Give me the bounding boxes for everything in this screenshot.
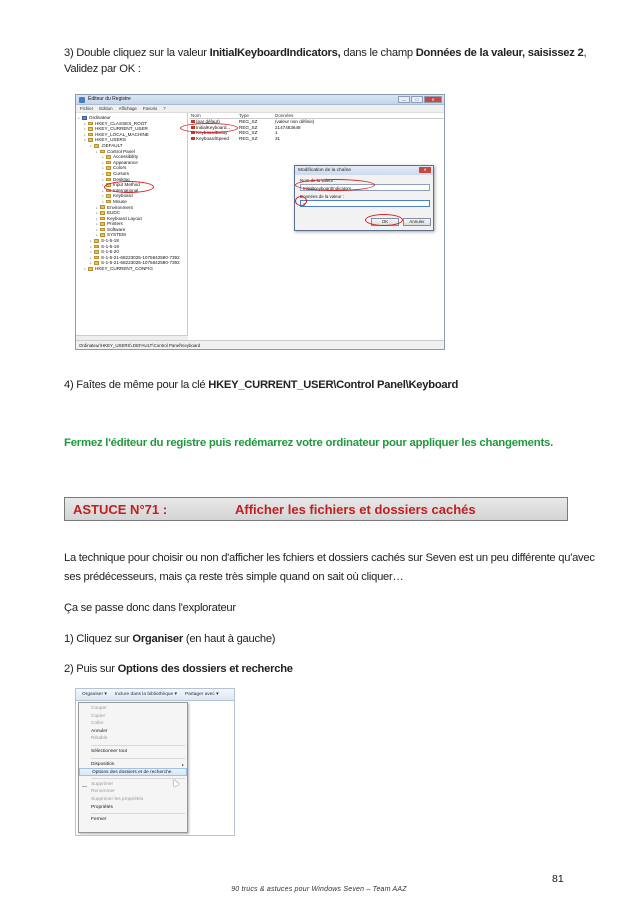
- expand-toggle-icon[interactable]: ▹: [96, 211, 98, 216]
- tree-item-label: S-1-5-21-68223025-1075842580-7392: [101, 254, 180, 260]
- folder-icon: [106, 194, 111, 198]
- expand-toggle-icon[interactable]: ▹: [84, 127, 86, 132]
- tree-item-label: International: [113, 187, 139, 193]
- menu-separator: [91, 813, 185, 814]
- step1-paragraph: [64, 631, 275, 647]
- menu-item[interactable]: [79, 804, 187, 812]
- value-data-cell: (valeur non définie): [275, 119, 315, 124]
- tree-item-label: Appearance: [113, 159, 138, 165]
- folder-icon: [100, 150, 105, 154]
- tree-item-label: Environment: [107, 204, 133, 210]
- folder-icon: [106, 178, 111, 182]
- menu-item-icon: [82, 798, 87, 802]
- menu-item-icon: [82, 737, 87, 741]
- value-name-cell: [191, 136, 239, 142]
- cancel-button[interactable]: Annuler: [403, 218, 431, 226]
- expand-toggle-icon[interactable]: ▹: [102, 194, 104, 199]
- menu-item-label: Disposition: [91, 761, 115, 767]
- tree-item-label: Input Method: [113, 182, 140, 188]
- menu-item[interactable]: [79, 720, 187, 728]
- registry-menubar: [76, 105, 444, 113]
- tree-item-label: Accessibility: [113, 154, 139, 160]
- intro-line2: ses prédécesseurs, mais ça reste très simple quand on sait où cliquer…: [64, 571, 404, 583]
- expand-toggle-icon[interactable]: ▹: [96, 222, 98, 227]
- column-header-name[interactable]: Nom: [191, 113, 201, 118]
- value-name-field[interactable]: InitialKeyboardIndicators: [300, 184, 430, 191]
- regedit-app-icon: [79, 97, 85, 103]
- value-data-cell: 31: [275, 135, 281, 141]
- step3-field-name: Données de la valeur, saisissez 2: [415, 47, 584, 59]
- ok-button[interactable]: OK: [371, 218, 399, 226]
- expand-toggle-icon[interactable]: ▹: [102, 177, 104, 182]
- menu-item[interactable]: [79, 705, 187, 713]
- intro-line1: La technique pour choisir ou non d'afficher les fchiers et dossiers cachés sur Seven est un peu différente qu'avec: [64, 552, 595, 564]
- menu-item-label: Copier: [91, 713, 106, 719]
- menu-item-label: Fermer: [91, 817, 107, 823]
- registry-statusbar: Ordinateur\HKEY_USERS\.DEFAULT\Control Panel\Keyboard: [76, 340, 444, 349]
- expand-toggle-icon[interactable]: ▹: [102, 188, 104, 193]
- tree-item-label: S-1-5-18: [101, 238, 119, 244]
- expand-toggle-icon[interactable]: ▹: [96, 216, 98, 221]
- registry-titlebar: [76, 95, 444, 105]
- folder-icon: [88, 122, 93, 126]
- expand-toggle-icon[interactable]: ▹: [84, 267, 86, 272]
- tree-item-label: HKEY_USERS: [95, 137, 126, 143]
- table-row[interactable]: [189, 136, 444, 142]
- tree-item-label: Desktop: [113, 176, 130, 182]
- expand-toggle-icon[interactable]: ▹: [78, 116, 80, 120]
- tree-item-label: Cursors: [113, 170, 130, 176]
- menu-help[interactable]: ?: [163, 105, 166, 111]
- computer-icon: [82, 116, 87, 120]
- expand-toggle-icon[interactable]: ▹: [96, 233, 98, 238]
- value-type-cell: REG_SZ: [239, 119, 258, 124]
- folder-icon: [106, 189, 111, 193]
- step3-text: 3) Double cliquez sur la valeur: [64, 47, 210, 59]
- value-data-label: Données de la valeur :: [300, 194, 344, 199]
- expand-toggle-icon[interactable]: ▹: [102, 166, 104, 171]
- expand-toggle-icon[interactable]: ▹: [90, 255, 92, 260]
- value-name-text: InitialKeyboard...: [196, 124, 231, 130]
- tree-item-label: Ordinateur: [89, 115, 111, 120]
- menu-item-label: Coller: [91, 721, 104, 727]
- folder-icon: [94, 245, 99, 249]
- menu-item-label: Options des dossiers et de recherche: [92, 770, 172, 776]
- tree-item[interactable]: [78, 266, 187, 272]
- value-data-cell: 2147483648: [275, 124, 301, 130]
- menu-item-icon: [82, 783, 87, 787]
- menu-affichage[interactable]: Affichage: [118, 105, 137, 111]
- menu-item-icon: [82, 790, 87, 794]
- expand-toggle-icon[interactable]: ▹: [90, 143, 92, 148]
- minimize-button[interactable]: —: [398, 96, 410, 103]
- step4-text: 4) Faîtes de même pour la clé: [64, 379, 209, 391]
- menu-separator: [91, 745, 185, 746]
- menu-item-label: Couper: [91, 706, 107, 711]
- value-data-field[interactable]: 2: [300, 200, 430, 207]
- close-button[interactable]: ✕: [424, 96, 442, 103]
- step3-text-post: ,: [583, 47, 587, 59]
- value-type-cell: REG_SZ: [239, 130, 258, 136]
- tree-item-label: HKEY_CURRENT_CONFIG: [95, 266, 153, 272]
- value-name-text: (par défaut): [196, 119, 220, 124]
- registry-window-title: Éditeur du Registre: [88, 96, 131, 102]
- expand-toggle-icon[interactable]: ▹: [96, 227, 98, 232]
- step1-text: 1) Cliquez sur: [64, 633, 133, 645]
- registry-tree[interactable]: [76, 113, 188, 340]
- value-name-label: Nom de la valeur :: [300, 178, 336, 183]
- menu-item[interactable]: [79, 816, 187, 824]
- folder-icon: [106, 155, 111, 159]
- menu-item-label: Propriétés: [91, 804, 113, 810]
- expand-toggle-icon[interactable]: ▹: [102, 199, 104, 204]
- folder-icon: [94, 239, 99, 243]
- menu-item[interactable]: [79, 788, 187, 796]
- menu-item-icon: [82, 707, 87, 711]
- tree-item-label: Control Panel: [107, 148, 135, 154]
- folder-icon: [100, 217, 105, 221]
- step3-value-name: InitialKeyboardIndicators,: [209, 47, 341, 59]
- edit-string-dialog: [294, 165, 434, 231]
- folder-icon: [106, 166, 111, 170]
- dialog-title: Modification de la chaîne: [298, 168, 352, 173]
- string-value-icon: [191, 120, 195, 123]
- menu-favoris[interactable]: Favoris: [142, 105, 158, 111]
- intro-paragraph: [64, 549, 595, 587]
- expand-toggle-icon[interactable]: ▹: [90, 244, 92, 249]
- expand-toggle-icon[interactable]: ▹: [96, 205, 98, 210]
- folder-icon: [106, 172, 111, 176]
- step2-paragraph: [64, 661, 293, 677]
- submenu-arrow-icon: ▸: [181, 761, 184, 767]
- step3-text-mid: dans le champ: [340, 47, 416, 59]
- step3-line2: Validez par OK :: [64, 63, 141, 75]
- tree-item-label: .DEFAULT: [101, 142, 123, 148]
- folder-icon: [88, 267, 93, 271]
- column-header-data[interactable]: Données: [275, 113, 294, 118]
- folder-icon: [88, 138, 93, 142]
- organizer-screenshot: [75, 688, 235, 836]
- folder-icon: [100, 228, 105, 232]
- value-type-cell: REG_SZ: [239, 124, 258, 130]
- expand-toggle-icon[interactable]: ▹: [102, 183, 104, 188]
- expand-toggle-icon[interactable]: ▹: [102, 171, 104, 176]
- menu-item-label: Sélectionner tout: [91, 748, 128, 754]
- menu-item-label: Renommer: [91, 789, 115, 795]
- expand-toggle-icon[interactable]: ▹: [84, 132, 86, 137]
- menu-item-label: Supprimer les propriétés: [91, 796, 144, 802]
- folder-icon: [100, 205, 105, 209]
- tip-number: ASTUCE N°71 :: [73, 502, 168, 517]
- tree-item-label: Mouse: [113, 198, 127, 204]
- step1-post: (en haut à gauche): [182, 633, 276, 645]
- menu-item-icon: [82, 750, 87, 754]
- folder-icon: [100, 233, 105, 237]
- menu-item-icon: [82, 730, 87, 734]
- expand-toggle-icon[interactable]: ▹: [102, 155, 104, 160]
- folder-icon: [88, 133, 93, 137]
- registry-editor-screenshot: [75, 94, 445, 350]
- menu-separator: [91, 778, 185, 779]
- menu-item[interactable]: [79, 735, 187, 743]
- organiser-dropdown-menu: [78, 702, 188, 833]
- tree-item-label: S-1-5-20: [101, 249, 119, 255]
- folder-icon: [94, 144, 99, 148]
- column-header-type[interactable]: Type: [239, 113, 249, 118]
- closing-note: Fermez l'éditeur du registre puis redémarrez votre ordinateur pour appliquer les changements.: [64, 437, 554, 449]
- value-name-text: KeyboardDelay: [196, 130, 228, 136]
- expand-toggle-icon[interactable]: ▹: [84, 138, 86, 143]
- tree-item-label: HKEY_CLASSES_ROOT: [95, 120, 148, 126]
- share-with-button[interactable]: Partager avec ▾: [184, 691, 219, 697]
- menu-item-icon: [82, 715, 87, 719]
- folder-icon: [100, 222, 105, 226]
- tip-banner: [64, 497, 568, 521]
- menu-item-icon: [83, 771, 88, 775]
- tree-item-label: Keyboard: [113, 193, 133, 199]
- folder-icon: [106, 161, 111, 165]
- menu-item-label: Rétablir: [91, 736, 108, 742]
- step4-key: HKEY_CURRENT_USER\Control Panel\Keyboard: [208, 379, 459, 391]
- expand-toggle-icon[interactable]: ▹: [96, 149, 98, 154]
- tree-item-label: Software: [107, 226, 126, 232]
- menu-separator: [91, 758, 185, 759]
- dialog-titlebar: [295, 166, 433, 175]
- dialog-close-icon[interactable]: ✕: [419, 167, 431, 173]
- expand-toggle-icon[interactable]: ▹: [90, 261, 92, 266]
- expand-toggle-icon[interactable]: ▹: [102, 160, 104, 165]
- folder-icon: [88, 127, 93, 131]
- menu-item-icon: [82, 818, 87, 822]
- tree-item-label: S-1-5-21-68223025-1075842580-7392: [101, 260, 180, 266]
- page-number: 81: [552, 873, 564, 885]
- step2-target: Options des dossiers et recherche: [117, 663, 293, 675]
- menu-item-label: Annuler: [91, 728, 108, 734]
- tree-item-label: HKEY_LOCAL_MACHINE: [95, 131, 149, 137]
- step1-target: Organiser: [132, 633, 183, 645]
- value-name-text: KeyboardSpeed: [196, 135, 229, 141]
- value-type-cell: REG_SZ: [239, 135, 258, 141]
- menu-item-icon: [82, 722, 87, 726]
- window-controls: [398, 96, 442, 103]
- tree-item-label: SYSTEM: [107, 232, 126, 238]
- step3-paragraph: [64, 45, 586, 77]
- menu-item[interactable]: [79, 728, 187, 736]
- folder-icon: [94, 250, 99, 254]
- value-data-cell: 1: [275, 130, 278, 136]
- menu-item[interactable]: [79, 768, 187, 776]
- menu-item[interactable]: [79, 713, 187, 721]
- maximize-button[interactable]: □: [411, 96, 423, 103]
- tree-item-label: EUDC: [107, 210, 121, 216]
- menu-item[interactable]: [79, 748, 187, 756]
- tree-item-label: Printers: [107, 221, 123, 227]
- folder-icon: [94, 256, 99, 260]
- expand-toggle-icon[interactable]: ▹: [90, 239, 92, 244]
- folder-icon: [100, 211, 105, 215]
- folder-icon: [106, 200, 111, 204]
- menu-item[interactable]: [79, 761, 187, 769]
- step4-paragraph: [64, 377, 458, 393]
- menu-item-icon: [82, 806, 87, 810]
- menu-item-label: Supprimer: [91, 781, 114, 787]
- include-library-button[interactable]: Inclure dans la bibliothèque ▾: [114, 691, 177, 697]
- tree-item-label: Colors: [113, 165, 127, 171]
- tree-item-label: Keyboard Layout: [107, 215, 142, 221]
- string-value-icon: [191, 126, 195, 129]
- tree-item-label: S-1-5-19: [101, 243, 119, 249]
- folder-icon: [94, 261, 99, 265]
- menu-edition[interactable]: Edition: [99, 105, 113, 111]
- menu-item-icon: [82, 763, 87, 767]
- string-value-icon: [191, 131, 195, 134]
- menu-item[interactable]: [79, 796, 187, 804]
- expand-toggle-icon[interactable]: ▹: [84, 121, 86, 126]
- menu-fichier[interactable]: Fichier: [80, 105, 94, 111]
- string-value-icon: [191, 137, 195, 140]
- organiser-button[interactable]: Organiser ▾: [82, 691, 107, 697]
- explorer-toolbar: [76, 689, 234, 701]
- step2-text: 2) Puis sur: [64, 663, 118, 675]
- values-list: [189, 119, 444, 141]
- folder-icon: [106, 183, 111, 187]
- tip-title: Afficher les fichiers et dossiers cachés: [235, 502, 476, 517]
- explorer-line: Ça se passe donc dans l'explorateur: [64, 602, 236, 614]
- tree-item-label: HKEY_CURRENT_USER: [95, 126, 148, 132]
- expand-toggle-icon[interactable]: ▹: [90, 250, 92, 255]
- page-footer: 90 trucs & astuces pour Windows Seven – Team AAZ: [231, 886, 407, 893]
